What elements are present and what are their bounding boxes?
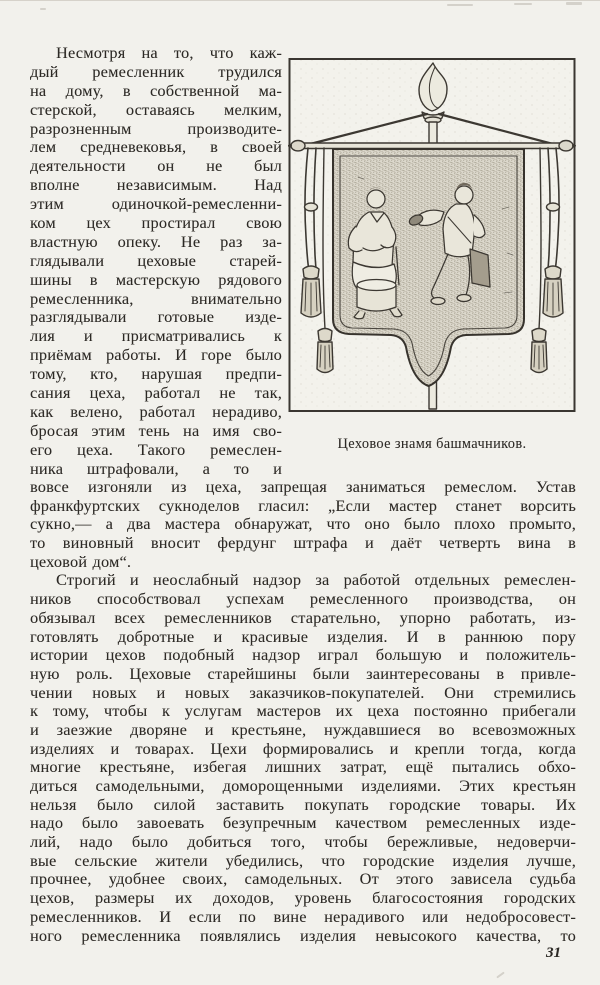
text-line: глядывали цеховые старей-: [30, 251, 282, 270]
text-line: истории цехов подобный надзор играл большую и положитель-: [30, 646, 576, 665]
paragraph-second: [30, 571, 576, 945]
text-line: ного ремесленника появлялись изделия невысокого качества, то: [30, 926, 576, 945]
text-line: сукно,— а два мастера обнаружат, что оно было плохо промыто,: [30, 515, 576, 534]
text-line: ников способствовал успехам ремесленного производства, он: [30, 590, 576, 609]
text-line: вовсе изгоняли из цеха, запрещая заниматься ремеслом. Устав: [30, 478, 576, 496]
text-line: то виновный вносит фердунг штрафа и даёт четверть вина в: [30, 534, 576, 553]
text-line: многие крестьяне, избегая лишних затрат, ещё пытались обхо-: [30, 758, 576, 777]
text-line: этим одиночкой-ремесленни-: [30, 195, 282, 214]
text-line: нельзя было силой заставить покупать городские товары. Их: [30, 795, 576, 814]
text-line: готовлять добротные и красивые изделия. И в раннюю пору: [30, 627, 576, 646]
text-line: изделиях и товарах. Цехи формировались и крепли тогда, когда: [30, 739, 576, 758]
text-line: чении новых и новых заказчиков-покупателей. Они стремились: [30, 683, 576, 702]
text-line: к тому, чтобы к услугам мастеров их цеха постоянно прибегали: [30, 702, 576, 721]
text-line: цеховой дом“.: [30, 552, 132, 571]
text-line: Строгий и неослабный надзор за работой отдельных ремеслен-: [56, 571, 576, 590]
text-line: диться самодельными, доморощенными изделиями. Этих крестьян: [30, 777, 576, 795]
text-line: шины в мастерскую рядового: [30, 270, 282, 289]
text-line: ника штрафовали, а то и: [30, 459, 282, 478]
text-line: лем средневековья, в своей: [30, 138, 282, 157]
text-line: Несмотря на то, что каж-: [56, 44, 282, 62]
guild-banner-illustration: [288, 57, 576, 413]
text-line: обязывал всех ремесленников старательно, упорно работать, из-: [30, 608, 576, 627]
text-line: ремесленников. И если по вине нерадивого или недобросовест-: [30, 907, 576, 926]
text-line: разрозненным производите-: [30, 119, 282, 138]
text-column-left: [30, 44, 282, 478]
text-line: лия и присматривались к: [30, 327, 282, 346]
guild-banner-drawing: [288, 57, 576, 413]
figure-caption: Цеховое знамя башмачников.: [337, 436, 527, 452]
text-line: деятельности он не был: [30, 157, 282, 176]
scan-speck: [40, 8, 46, 10]
text-line: сания цеха, работал не так,: [30, 384, 282, 403]
text-line: ком цех простирал свою: [30, 214, 282, 233]
text-line: разглядывали готовые изде-: [30, 308, 282, 327]
page-number: 31: [546, 945, 561, 961]
text-line: франкфуртских сукноделов гласил: „Если мастер станет ворсить: [30, 496, 576, 515]
text-line: прочнее, удобнее своих, самодельных. От этого зависела судьба: [30, 870, 576, 889]
text-line: его цеха. Такого ремеслен-: [30, 440, 282, 459]
text-line: вые сельские жители убедились, что городские изделия лучше,: [30, 851, 576, 870]
text-line: как велено, работал нерадиво,: [30, 402, 282, 421]
text-full-width: [30, 478, 576, 945]
scan-speck: [514, 3, 532, 5]
text-line: надо было завоевать безупречным качеством ремесленных изде-: [30, 814, 576, 833]
text-line: ремесленника, внимательно: [30, 289, 282, 308]
text-line: стерской, оставаясь мелким,: [30, 100, 282, 119]
text-line: властную опеку. Не раз за-: [30, 232, 282, 251]
scan-speck: [447, 4, 473, 6]
text-line: ную роль. Цеховые старейшины были заинтересованы в привле-: [30, 664, 576, 683]
text-line: тому, кто, нарушая предпи-: [30, 365, 282, 384]
text-line: цехов, размеры их доходов, уровень благосостояния городских: [30, 889, 576, 908]
paragraph-continuation: [30, 478, 576, 571]
text-line: и заезжие дворяне и крестьяне, нуждавшиеся во всевозможных: [30, 720, 576, 739]
text-line: дый ремесленник трудился: [30, 62, 282, 81]
scan-speck: [496, 972, 505, 979]
scan-edge-artifact: [0, 0, 600, 1]
scan-speck: [566, 2, 582, 5]
text-line: на дому, в собственной ма-: [30, 81, 282, 100]
text-line: вполне независимым. Над: [30, 176, 282, 195]
text-line: бросая этим тень на имя сво-: [30, 421, 282, 440]
text-line: лий, надо было добиться того, чтобы бережливые, недоверчи-: [30, 833, 576, 852]
text-line: приёмам работы. И горе было: [30, 346, 282, 365]
